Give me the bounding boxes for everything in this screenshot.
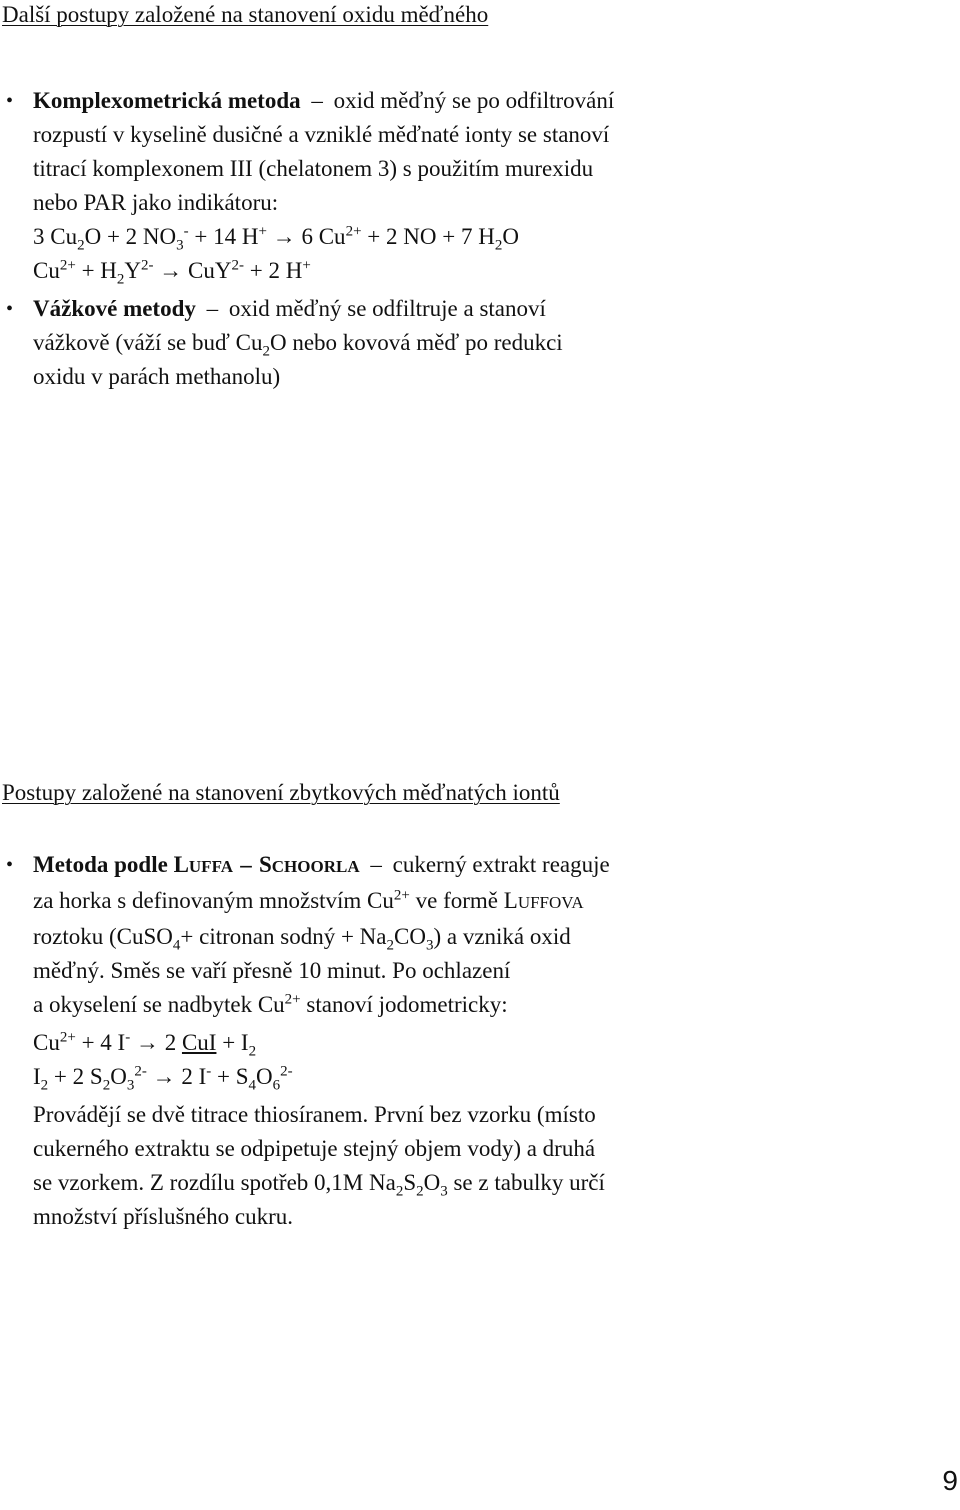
dash: – [311,88,323,113]
text-line [33,84,900,118]
text-line: se vzorkem. Z rozdílu spotřeb 0,1M $Na_2S_2O_3$ se z tabulky určí [33,1170,605,1200]
text-line: vážkově (váží se buď $Cu_2O$ nebo kovová měď po redukci [33,330,563,360]
text-line: a okyselení se nadbytek $Cu^{2+}$ stanoví jodometricky: [33,991,508,1017]
text-line [33,292,900,326]
methods-list-2 [0,848,900,1234]
list-item-luff-schoorl [0,848,900,1234]
text-line: titrací komplexonem III (chelatonem 3) s použitím murexidu [33,156,594,181]
list-item-gravimetric [0,292,900,394]
text-line: oxidu v parách methanolu) [33,364,281,389]
text-line: nebo PAR jako indikátoru: [33,190,279,215]
text-line: rozpustí v kyselině dusičné a vzniklé měďnaté ionty se stanoví [33,122,610,147]
dash: – [370,852,382,877]
text: oxid měďný se po odfiltrování [333,88,615,113]
bullet-icon: • [6,854,14,876]
equation-iodide: $Cu^{2+} + 4$ I- → 2 CuI + $I_2$ [33,1029,257,1060]
text-line: roztoku (CuSO$_4$+ citronan sodný + $Na_2CO_3$) a vzniká oxid [33,924,571,954]
section-heading-residual-copper: Postupy založené na stanovení zbytkových měďnatých iontů [2,780,560,805]
equation-thiosulfate: $I_2 + 2$ $S_2O_3^{2-} \to 2$ $I^- + S_4O_6^{2-}$ [33,1063,293,1094]
section-heading-copper-oxide: Další postupy založené na stanovení oxidu měďného [2,2,489,27]
methods-list [0,84,900,394]
bullet-icon: • [6,298,14,320]
text-line: měďný. Směs se vaří přesně 10 minut. Po ochlazení [33,958,511,983]
text-line: množství příslušného cukru. [33,1204,293,1229]
dash: – [206,296,219,321]
text: oxid měďný se odfiltruje a stanoví [228,296,546,321]
equation-dissolution: 3 $Cu_2O + 2$ $NO_3^- + 14$ H+ → 6 $Cu^{2+} + 2$ NO + 7 $H_2O$ [33,223,519,254]
method-title: Vážkové metody [33,296,196,321]
text-line [33,848,900,884]
bullet-icon: • [6,90,14,112]
method-title: Metoda podle LUFFA – SCHOORLA [33,852,360,877]
equation-complexation: $Cu^{2+} + H_2Y^{2-} \to CuY^{2-} + 2$ H+ [33,257,311,288]
text-line: Provádějí se dvě titrace thiosíranem. První bez vzorku (místo [33,1102,596,1127]
list-item-complexometric [0,84,900,288]
page-number: 9 [942,1465,958,1496]
method-title: Komplexometrická metoda [33,88,301,113]
text-line: za horka s definovaným množstvím $Cu^{2+}$ ve formě LUFFOVA [33,887,584,913]
text: cukerný extrakt reaguje [392,852,610,877]
text-line: cukerného extraktu se odpipetuje stejný objem vody) a druhá [33,1136,596,1161]
